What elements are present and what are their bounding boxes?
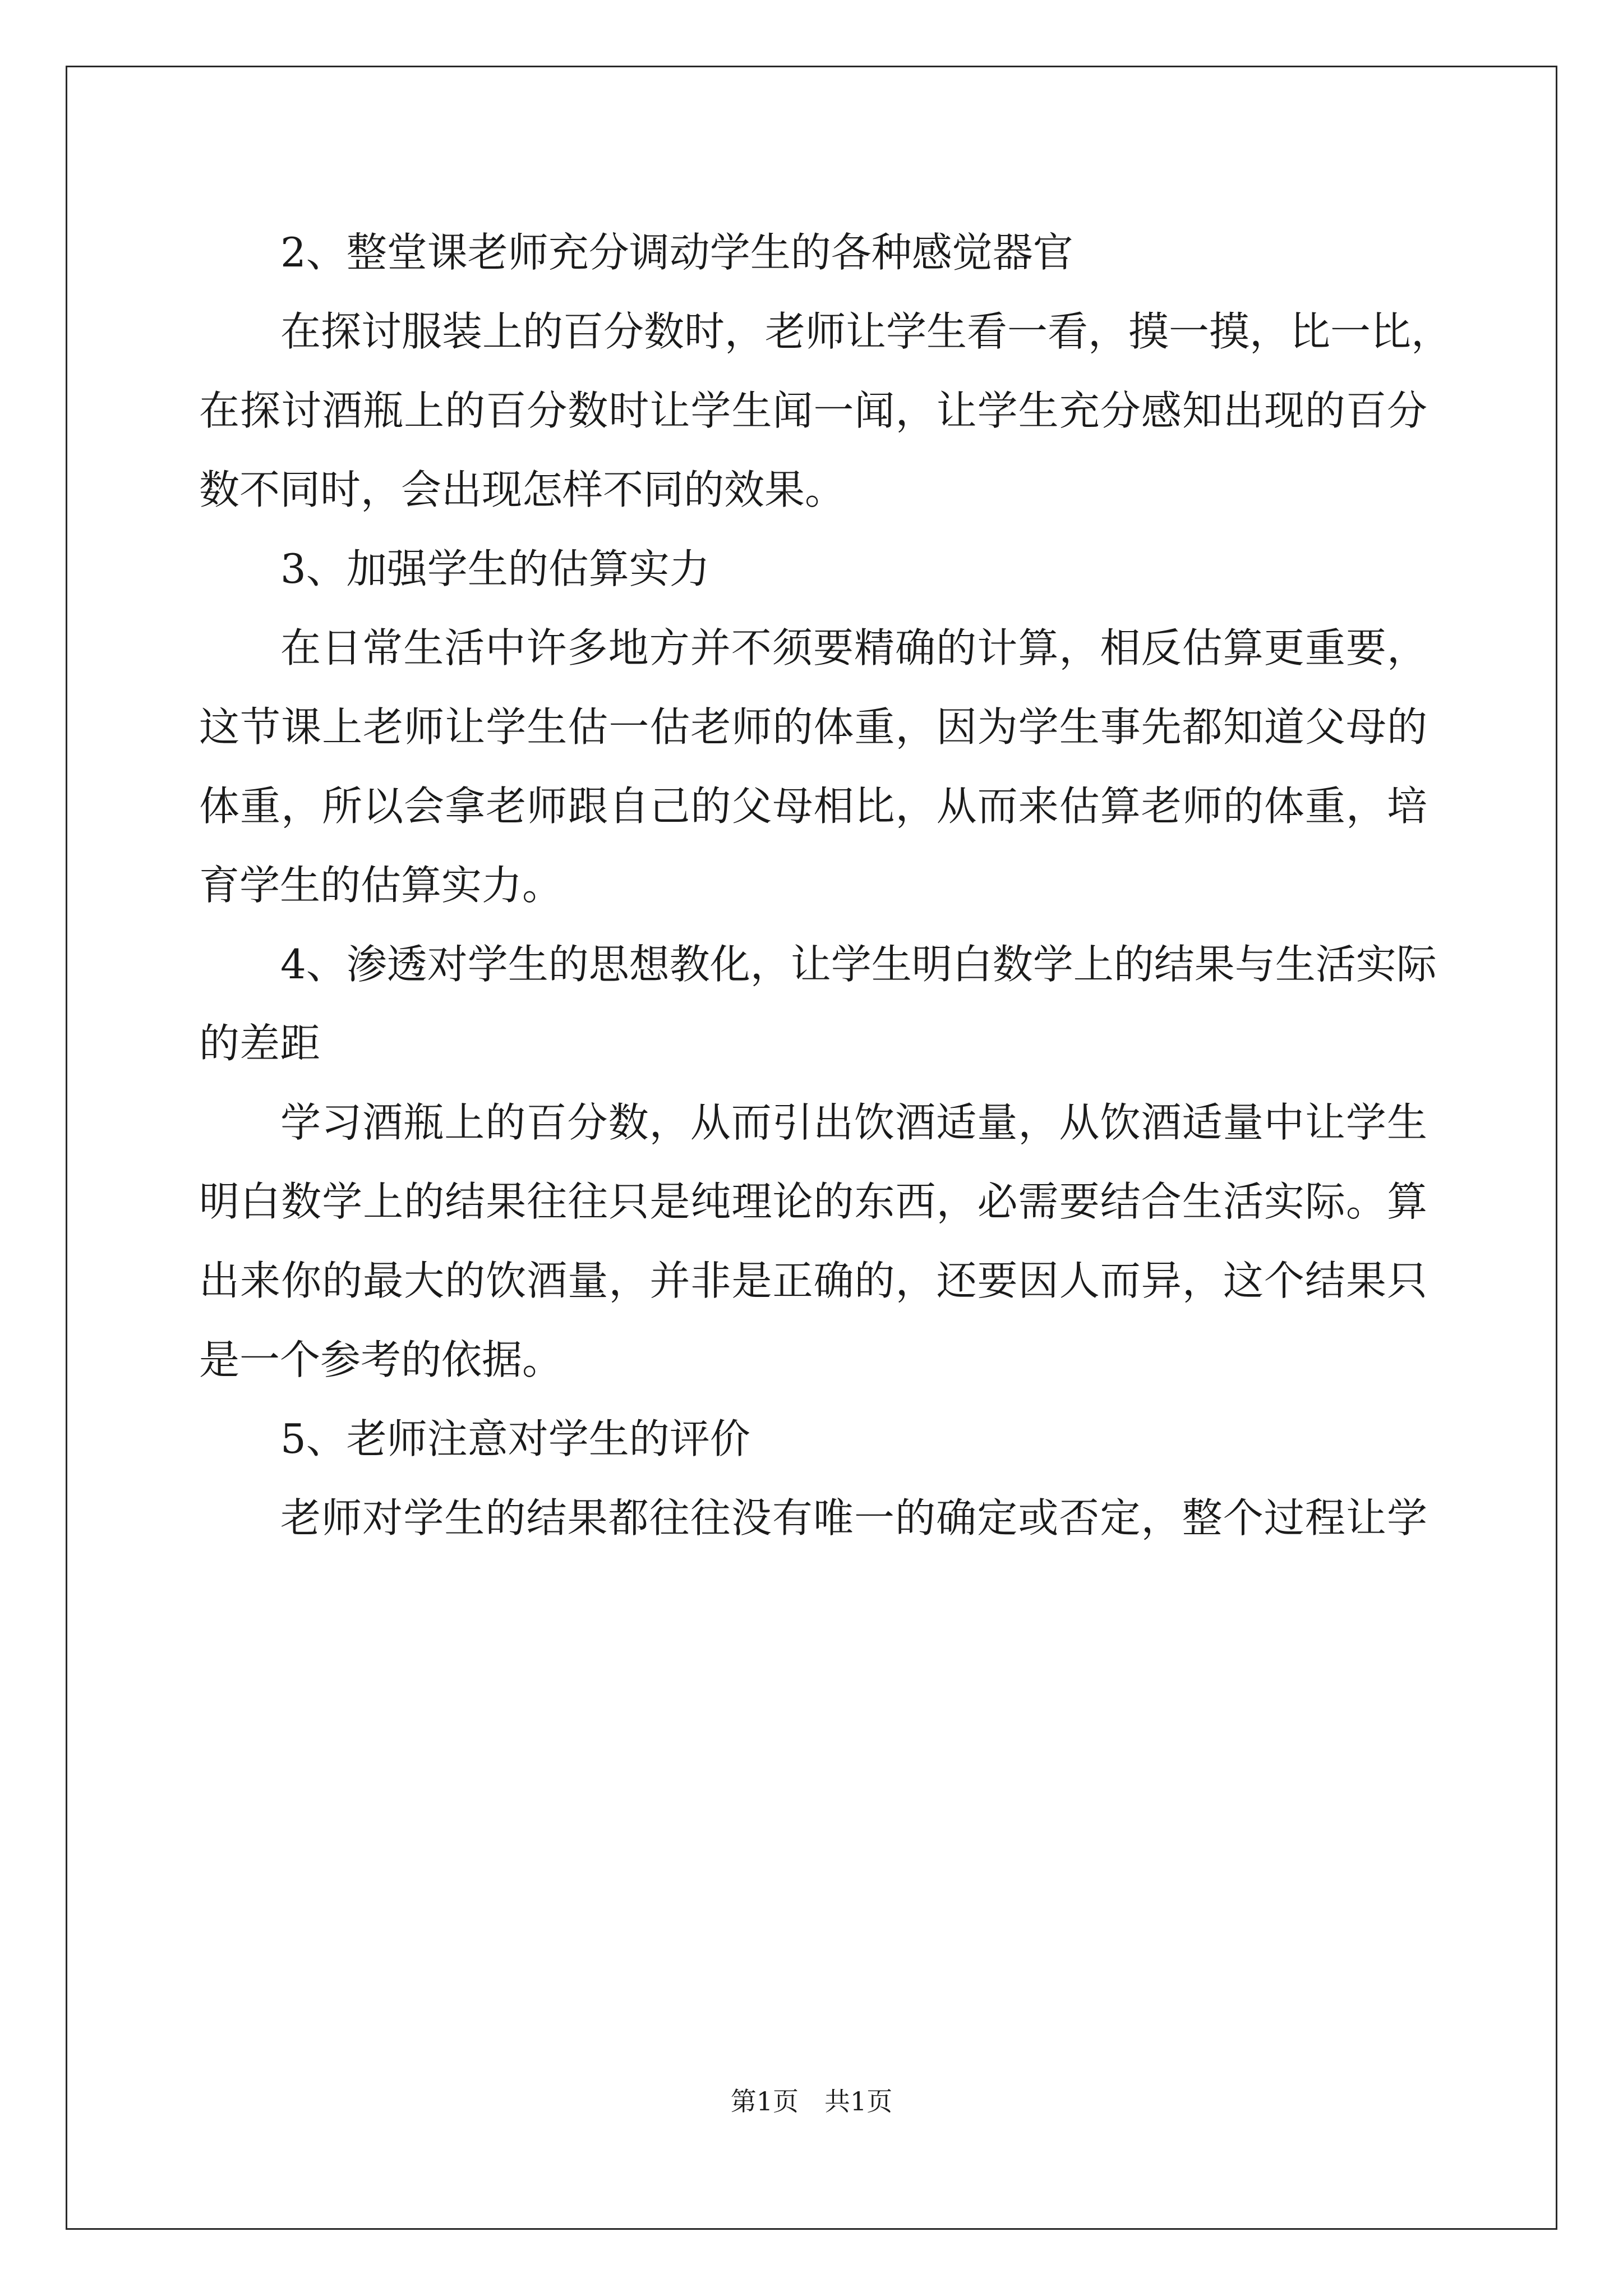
paragraph-heading-3: 3、加强学生的估算实力 (280, 545, 710, 592)
document-body (199, 213, 1452, 1558)
text-line: 育学生的估算实力。 (199, 862, 563, 909)
text-line: 在探讨服装上的百分数时，老师让学生看一看，摸一摸，比一比， (280, 308, 1452, 355)
text-line: 数不同时，会出现怎样不同的效果。 (199, 466, 846, 513)
paragraph-heading-5: 5、老师注意对学生的评价 (280, 1415, 750, 1462)
text-line: 明白数学上的结果往往只是纯理论的东西，必需要结合生活实际。算 (199, 1178, 1427, 1225)
text-line: 出来你的最大的饮酒量，并非是正确的，还要因人而异，这个结果只 (199, 1257, 1427, 1304)
text-line: 的差距 (199, 1020, 321, 1067)
paragraph-heading-2: 2、整堂课老师充分调动学生的各种感觉器官 (280, 229, 1073, 276)
text-line: 老师对学生的结果都往往没有唯一的确定或否定，整个过程让学 (280, 1494, 1427, 1542)
paragraph-heading-4: 4、渗透对学生的思想教化，让学生明白数学上的结果与生活实际 (280, 941, 1437, 988)
text-line: 在日常生活中许多地方并不须要精确的计算，相反估算更重要， (280, 624, 1427, 671)
text-line: 在探讨酒瓶上的百分数时让学生闻一闻，让学生充分感知出现的百分 (199, 387, 1427, 434)
page-footer: 第1页 共1页 (730, 2086, 893, 2116)
text-line: 是一个参考的依据。 (199, 1336, 563, 1383)
text-line: 学习酒瓶上的百分数，从而引出饮酒适量，从饮酒适量中让学生 (280, 1099, 1427, 1146)
text-line: 这节课上老师让学生估一估老师的体重，因为学生事先都知道父母的 (199, 703, 1427, 751)
text-line: 体重，所以会拿老师跟自己的父母相比，从而来估算老师的体重，培 (199, 783, 1427, 830)
